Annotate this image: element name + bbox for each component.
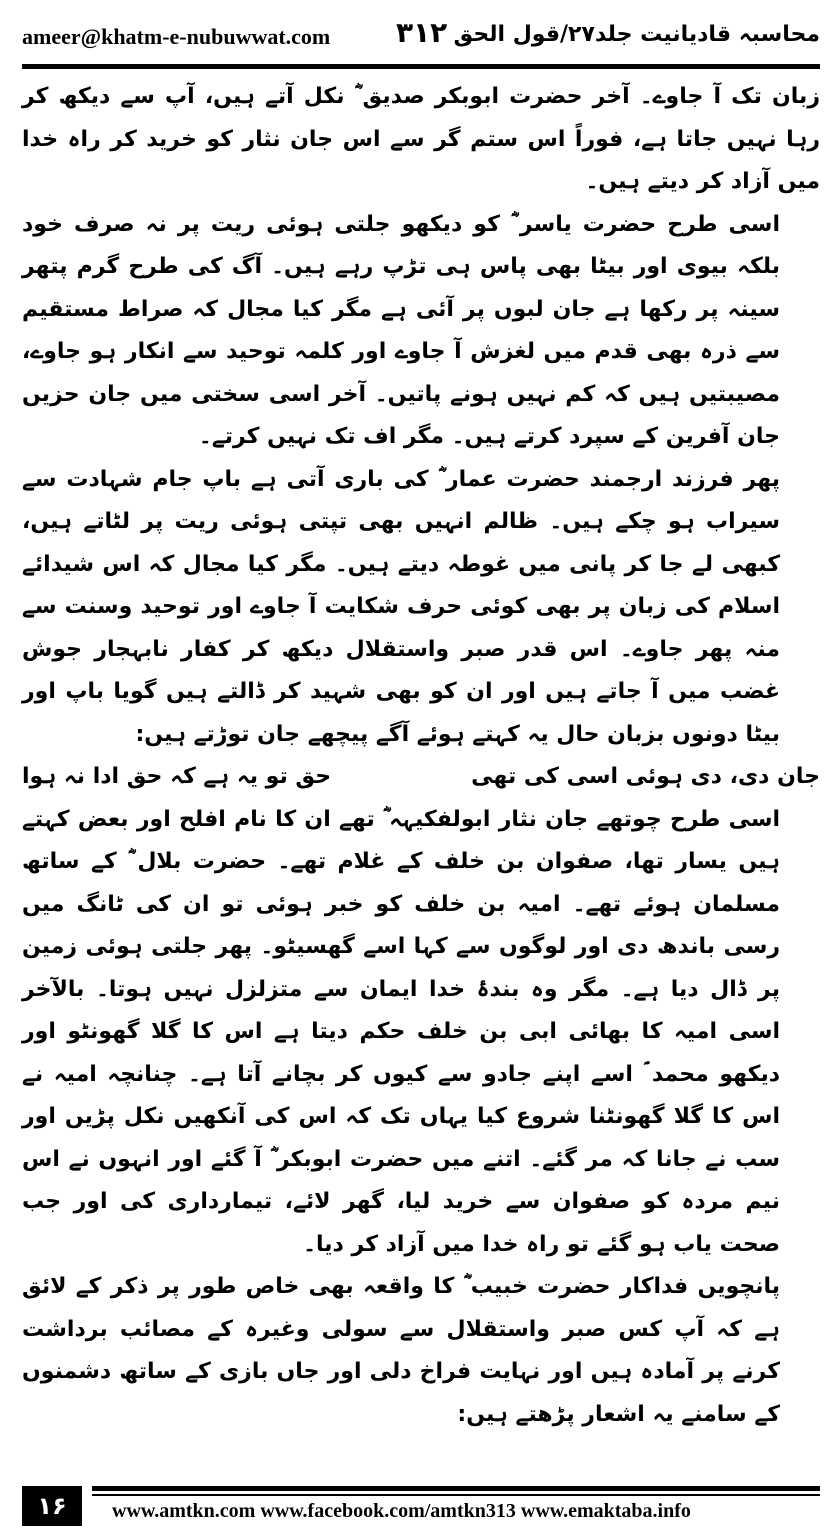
paragraph-5: پانچویں فداکار حضرت خبیب ؓ کا واقعہ بھی خاص طور پر ذکر کے لائق ہے کہ آپ کس صبر واستقلال سے سولی وغیرہ کے مصائب برداشت کرنے پر آمادہ ہیں اور نہایت فراخ دلی اور جاں بازی کے ساتھ دشمنوں کے سامنے یہ اشعار پڑھتے ہیں: <box>22 1274 780 1427</box>
footer-page-number: ۱۶ <box>22 1486 82 1526</box>
page-header <box>22 16 820 60</box>
header-rule <box>22 64 820 69</box>
header-page-number: ۳۱۲ <box>396 16 448 49</box>
page-footer <box>22 1486 820 1526</box>
paragraph-1: زبان تک آ جاوے۔ آخر حضرت ابوبکر صدیق ؓ نکل آتے ہیں، آپ سے دیکھ کر رہا نہیں جاتا ہے، فوراً اس ستم گر سے اس جان نثار کو خرید کر راہ خدا میں آزاد کر دیتے ہیں۔ <box>22 84 820 194</box>
paragraph-3: پھر فرزند ارجمند حضرت عمار ؓ کی باری آتی ہے باپ جام شہادت سے سیراب ہو چکے ہیں۔ ظالم انہیں بھی تپتی ہوئی ریت پر لٹاتے ہیں، کبھی لے جا کر پانی میں غوطہ دیتے ہیں۔ مگر کیا مجال کہ اس شیدائے اسلام کی زبان پر بھی کوئی حرف شکایت آ جاوے اور توحید وسنت سے منہ پھر جاوے۔ اس قدر صبر واستقلال دیکھ کر کفار نابہجار جوش غضب میں آ جاتے ہیں اور ان کو بھی شہید کر ڈالتے ہیں گویا باپ اور بیٹا دونوں بزبان حال یہ کہتے ہوئے آگے پیچھے جان توڑتے ہیں: <box>22 466 780 747</box>
verse-first-hemistich: جان دی، دی ہوئی اسی کی تھی <box>471 764 820 789</box>
header-email: ameer@khatm-e-nubuwwat.com <box>22 24 331 49</box>
page-body <box>22 76 820 1436</box>
verse-couplet <box>22 756 820 799</box>
paragraph-4: اسی طرح چوتھے جان نثار ابولفکیہہ ؓ تھے ان کا نام افلح اور بعض کہتے ہیں یسار تھا، صفوان بن خلف کے غلام تھے۔ حضرت بلال ؓ کے ساتھ مسلمان ہوئے تھے۔ امیہ بن خلف کو خبر ہوئی تو ان کی ٹانگ میں رسی باندھ دی اور لوگوں سے کہا اسے گھسیٹو۔ پھر جلتی ہوئی زمین پر ڈال دیا ہے۔ مگر وہ بندۂ خدا ایمان سے متزلزل نہیں ہوتا۔ بالآخر اسی امیہ کا بھائی ابی بن خلف حکم دیتا ہے اس کا گلا گھونٹو اور دیکھو محمد ؐ اسے اپنے جادو سے کیوں کر بچانے آتا ہے۔ چنانچہ امیہ نے اس کا گلا گھونٹنا شروع کیا یہاں تک کہ اس کی آنکھیں نکل پڑیں اور سب نے جانا کہ مر گئے۔ اتنے میں حضرت ابوبکر ؓ آ گئے اور انہوں نے اس نیم مردہ کو صفوان سے خرید لیا، گھر لائے، تیمارداری کی اور جب صحت یاب ہو گئے تو راہ خدا میں آزاد کر دیا۔ <box>22 806 780 1257</box>
footer-rule-thick <box>92 1486 820 1491</box>
paragraph-2: اسی طرح حضرت یاسر ؓ کو دیکھو جلتی ہوئی ریت پر نہ صرف خود بلکہ بیوی اور بیٹا بھی پاس ہی تڑپ رہے ہیں۔ آگ کی طرح گرم پتھر سینہ پر رکھا ہے جان لبوں پر آئی ہے مگر کیا مجال کہ صراط مستقیم سے ذرہ بھی قدم میں لغزش آ جاوے اور کلمہ توحید سے انکار ہو جاوے، مصیبتیں ہیں کہ کم نہیں ہونے پاتیں۔ آخر اسی سختی میں جان حزیں جان آفرین کے سپرد کرتے ہیں۔ مگر اف تک نہیں کرتے۔ <box>22 211 780 449</box>
footer-rule-thin <box>92 1494 820 1496</box>
footer-links[interactable]: www.amtkn.com www.facebook.com/amtkn313 www.emaktaba.info <box>112 1500 691 1522</box>
verse-second-hemistich: حق تو یہ ہے کہ حق ادا نہ ہوا <box>22 764 332 789</box>
header-book-title: محاسبہ قادیانیت جلد۲۷/قول الحق <box>453 22 820 47</box>
